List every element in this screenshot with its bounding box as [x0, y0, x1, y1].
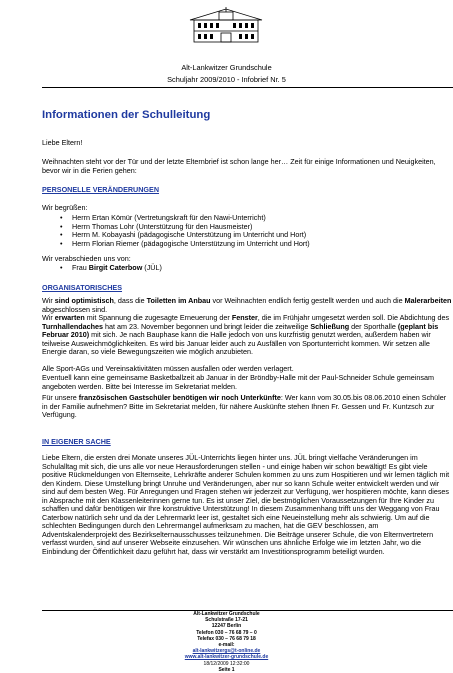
footer-email-label: e-mail:	[218, 642, 235, 649]
section-heading-own-matters: IN EIGENER SACHE	[42, 437, 111, 446]
list-item: • Herrn Florian Riemer (pädagogische Unterstützung im Unterricht und Hort)	[60, 240, 310, 249]
footer-web-link[interactable]: www.alt-lankwitzer-grundschule.de	[184, 654, 269, 661]
welcome-label: Wir begrüßen:	[42, 203, 88, 212]
org-paragraph-basketball: Eventuell kann eine gemeinsame Basketballzeit ab Januar in der Bröndby-Halle mit der Paul-Schneider Schule gemeinsam angeboten werden. Bitte bei Interesse im Sekretariat melden.	[42, 373, 434, 391]
footer-date: 18/12/2009 12:32:00	[203, 660, 250, 667]
footer-email-link[interactable]: alt-lankwitzergs@t-online.de	[192, 648, 261, 655]
welcome-list	[60, 214, 310, 248]
page-title: Informationen der Schulleitung	[42, 109, 211, 121]
footer-phone: Telefon 030 – 76 68 79 – 0	[196, 629, 257, 636]
header-school-name: Alt-Lankwitzer Grundschule	[181, 63, 272, 72]
org-paragraph-windows: Wir erwarten mit Spannung die zugesagte Erneuerung der Fenster, die im Frühjahr umgesetzt werden soll. Die Abdichtung des Turnhallendaches hat am 23. November begonnen und bringt leider die zeitweilige Schließung der Sporthalle (geplant bis Februar 2010) mit sich. Je nach Bauphase kann die Halle jedoch von uns kurzfristig genutzt werden, außerdem haben wir teilweise Ausweichmöglichkeiten. Es wird bis Januar leider auch zu Ausfällen von Sportunterricht kommen. Wir setzen alle Energie daran, so viele Bewegungszeiten wie möglich anzubieten.	[42, 313, 450, 357]
org-paragraph-sport-ags: Alle Sport-AGs und Vereinsaktivitäten müssen ausfallen oder werden verlagert.	[42, 364, 294, 373]
list-item: • Herrn Ertan Kömür (Vertretungskraft für den Nawi-Unterricht)	[60, 214, 310, 223]
footer-street: Schulstraße 17-21	[205, 617, 248, 624]
farewell-list	[60, 264, 162, 273]
header-divider	[42, 87, 453, 88]
section-heading-organisation: ORGANISATORISCHES	[42, 283, 123, 292]
footer-page: Seite 1	[218, 666, 235, 673]
footer-fax: Telefax 030 – 76 68 79 18	[197, 635, 256, 642]
greeting: Liebe Eltern!	[42, 138, 83, 147]
farewell-name: Birgit Caterbow	[88, 263, 143, 272]
list-item: • Herrn M. Kobayashi (pädagogische Unterstützung im Unterricht und Hort)	[60, 231, 310, 240]
farewell-label: Wir verabschieden uns von:	[42, 254, 131, 263]
school-building-logo	[186, 6, 266, 46]
own-matters-paragraph: Liebe Eltern, die ersten drei Monate unseres JÜL-Unterrichts liegen hinter uns. JÜL bringt vielfache Veränderungen im Schulalltag mit sich, die uns alle vor neue Herausforderungen stellen - und einige haben wir schon bewältigt! Es gibt viele positive Rückmeldungen von Elternseite, Lehrkräfte anderer Schulen kommen zu uns zum Hospitieren und wir lernen täglich mit den Kindern. Diese Umstellung bringt Unruhe und Veränderungen, aber nur so kann Schule weiter entwickelt werden und wir sind auf dem besten Weg. Für Anregungen und Fragen stehen wir jederzeit zur Verfügung, wer hospitieren möchte, kann dieses in Absprache mit den Klassenleiterinnen gerne tun. Es ist unser Ziel, die bestmöglichen Voraussetzungen für Ihre Kinder zu schaffen und dafür benötigen wir Ihre konstruktive Unterstützung! In diesem Zusammenhang trifft uns der Weggang von Frau Caterbow natürlich sehr und da der Lehrermarkt leer ist, gestaltet sich eine Neueinstellung mehr als schwierig. Um auf die schlechten Bedingungen durch den Lehrermangel aufmerksam zu machen, hat die GEV beschlossen, am Adventskalenderprojekt des Bezirkselternausschusses teilzunehmen. Die Beiträge unserer Schule, die von Elternvertretern verfasst wurden, sind auf unserer Webseite einzusehen. Wir wünschen uns ähnliche Erfolge wie im letzten Jahr, wo die Einbindung der Öffentlichkeit dazu geführt hat, dass wir verstärkt am Investitionsprogramm beteiligt wurden.	[42, 453, 450, 557]
list-item: • Frau Birgit Caterbow (JÜL)	[60, 264, 162, 273]
org-paragraph-guests: Für unsere französischen Gastschüler benötigen wir noch Unterkünfte: Wer kann vom 30.05.bis 08.06.2010 einen Schüler in der Familie aufnehmen? Bitte im Sekretariat melden, für nähere Auskünfte stehen Ihnen Fr. Gessen und Fr. Kuntzsch zur Verfügung.	[42, 393, 447, 420]
section-heading-personnel: PERSONELLE VERÄNDERUNGEN	[42, 185, 160, 194]
intro-paragraph: Weihnachten steht vor der Tür und der letzte Elternbrief ist schon lange her… Zeit für einige Informationen und Neuigkeiten, bevor wir in die Ferien gehen:	[42, 157, 436, 175]
header-issue: Schuljahr 2009/2010 - Infobrief Nr. 5	[167, 75, 286, 84]
org-paragraph-toilets: Wir sind optimistisch, dass die Toiletten im Anbau vor Weihnachten endlich fertig gestellt werden und auch die Malerarbeiten abgeschlossen sind.	[42, 296, 452, 314]
footer-city: 12247 Berlin	[211, 623, 242, 630]
footer-school: Alt-Lankwitzer Grundschule	[193, 611, 260, 617]
list-item: • Herrn Thomas Lohr (Unterstützung für den Hausmeister)	[60, 223, 310, 232]
footer	[0, 611, 453, 673]
